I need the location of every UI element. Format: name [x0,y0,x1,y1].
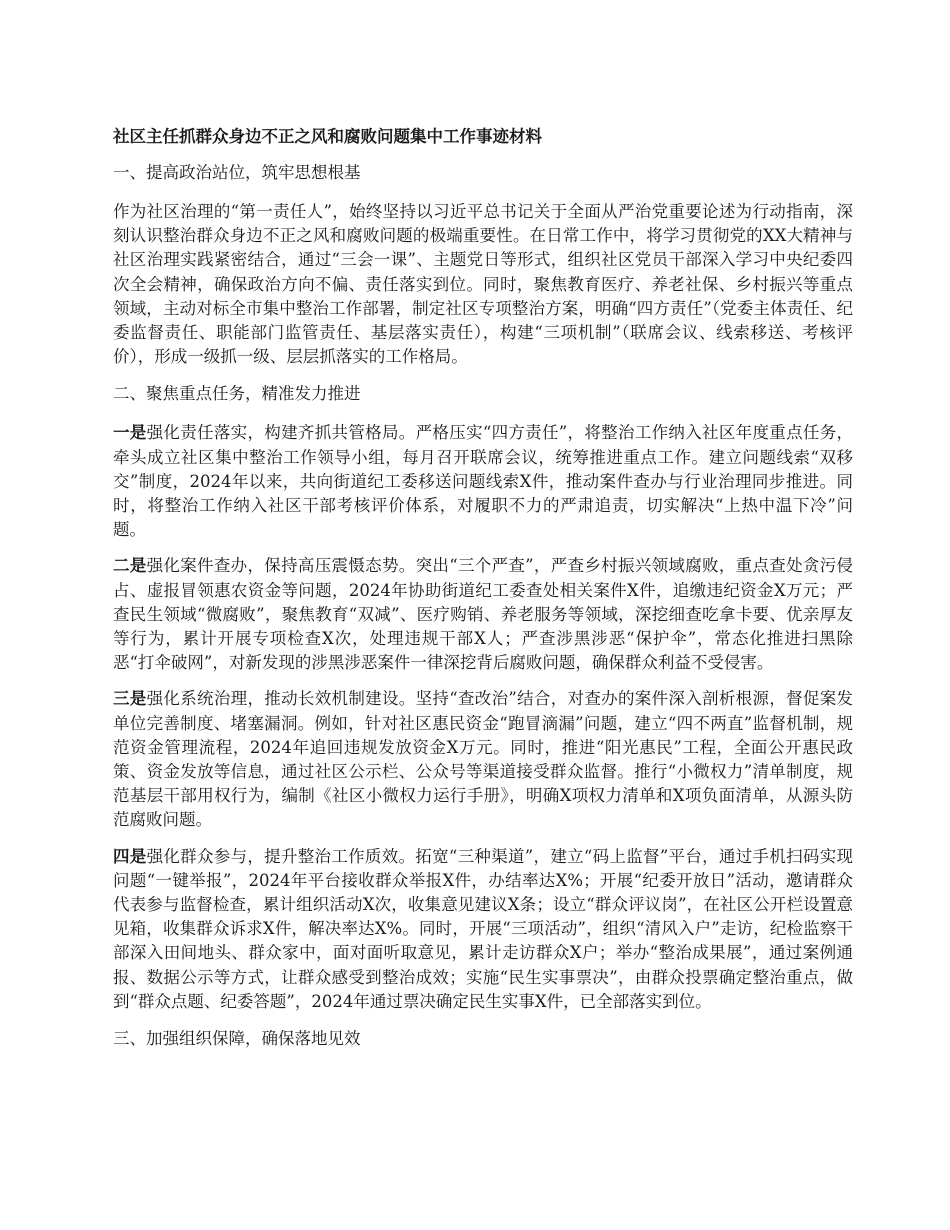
item-3-lead: 三是 [113,689,147,709]
item-3-text: 强化系统治理，推动长效机制建设。坚持“查改治”结合，对查办的案件深入剖析根源，督促案发单位完善制度、堵塞漏洞。例如，针对社区惠民资金“跑冒滴漏”问题，建立“四不两直”监督机制，规范资金管理流程，2024年追回违规发放资金X万元。同时，推进“阳光惠民”工程，全面公开惠民政策、资金发放等信息，通过社区公示栏、公众号等渠道接受群众监督。推行“小微权力”清单制度，规范基层干部用权行为，编制《社区小微权力运行手册》，明确X项权力清单和X项负面清单，从源头防范腐败问题。 [113,689,854,830]
document-page [113,124,853,1066]
item-4-lead: 四是 [113,846,147,866]
section-heading-1: 一、提高政治站位，筑牢思想根基 [113,163,361,182]
item-1-lead: 一是 [113,423,147,443]
section-heading-2: 二、聚焦重点任务，精准发力推进 [113,384,361,404]
item-1-paragraph [113,421,853,542]
item-2-lead: 二是 [113,556,147,576]
document-title: 社区主任抓群众身边不正之风和腐败问题集中工作事迹材料 [113,127,542,146]
item-2-paragraph [113,554,853,675]
item-4-text: 强化群众参与，提升整治工作质效。拓宽“三种渠道”，建立“码上监督”平台，通过手机扫码实现问题“一键举报”，2024年平台接收群众举报X件，办结率达X%；开展“纪委开放日”活动，邀请群众代表参与监督检查，累计组织活动X次，收集意见建议X条；设立“群众评议岗”，在社区公开栏设置意见箱，收集群众诉求X件，解决率达X%。同时，开展“三项活动”，组织“清风入户”走访，纪检监察干部深入田间地头、群众家中，面对面听取意见，累计走访群众X户；举办“整治成果展”，通过案例通报、数据公示等方式，让群众感受到整治成效；实施“民生实事票决”，由群众投票确定整治重点，做到“群众点题、纪委答题”，2024年通过票决确定民生实事X件，已全部落实到位。 [113,846,853,1011]
section-1-paragraph: 作为社区治理的“第一责任人”，始终坚持以习近平总书记关于全面从严治党重要论述为行动指南，深刻认识整治群众身边不正之风和腐败问题的极端重要性。在日常工作中，将学习贯彻党的XX大精神与社区治理实践紧密结合，通过“三会一课”、主题党日等形式，组织社区党员干部深入学习中央纪委四次全会精神，确保政治方向不偏、责任落实到位。同时，聚焦教育医疗、养老社保、乡村振兴等重点领域，主动对标全市集中整治工作部署，制定社区专项整治方案，明确“四方责任”（党委主体责任、纪委监督责任、职能部门监管责任、基层落实责任），构建“三项机制”（联席会议、线索移送、考核评价），形成一级抓一级、层层抓落实的工作格局。 [113,202,853,367]
item-3-paragraph [113,687,853,832]
item-1-text: 强化责任落实，构建齐抓共管格局。严格压实“四方责任”，将整治工作纳入社区年度重点任务，牵头成立社区集中整治工作领导小组，每月召开联席会议，统筹推进重点工作。建立问题线索“双移交”制度，2024年以来，共向街道纪工委移送问题线索X件，推动案件查办与行业治理同步推进。同时，将整治工作纳入社区干部考核评价体系，对履职不力的严肃追责，切实解决“上热中温下冷”问题。 [113,423,854,540]
item-2-text: 强化案件查办，保持高压震慑态势。突出“三个严查”，严查乡村振兴领域腐败，重点查处贪污侵占、虚报冒领惠农资金等问题，2024年协助街道纪工委查处相关案件X件，追缴违纪资金X万元；严查民生领域“微腐败”，聚焦教育“双减”、医疗购销、养老服务等领域，深挖细查吃拿卡要、优亲厚友等行为，累计开展专项检查X次，处理违规干部X人；严查涉黑涉恶“保护伞”，常态化推进扫黑除恶“打伞破网”，对新发现的涉黑涉恶案件一律深挖背后腐败问题，确保群众利益不受侵害。 [113,556,854,673]
section-heading-3: 三、加强组织保障，确保落地见效 [113,1029,361,1049]
item-4-paragraph [113,845,853,1014]
